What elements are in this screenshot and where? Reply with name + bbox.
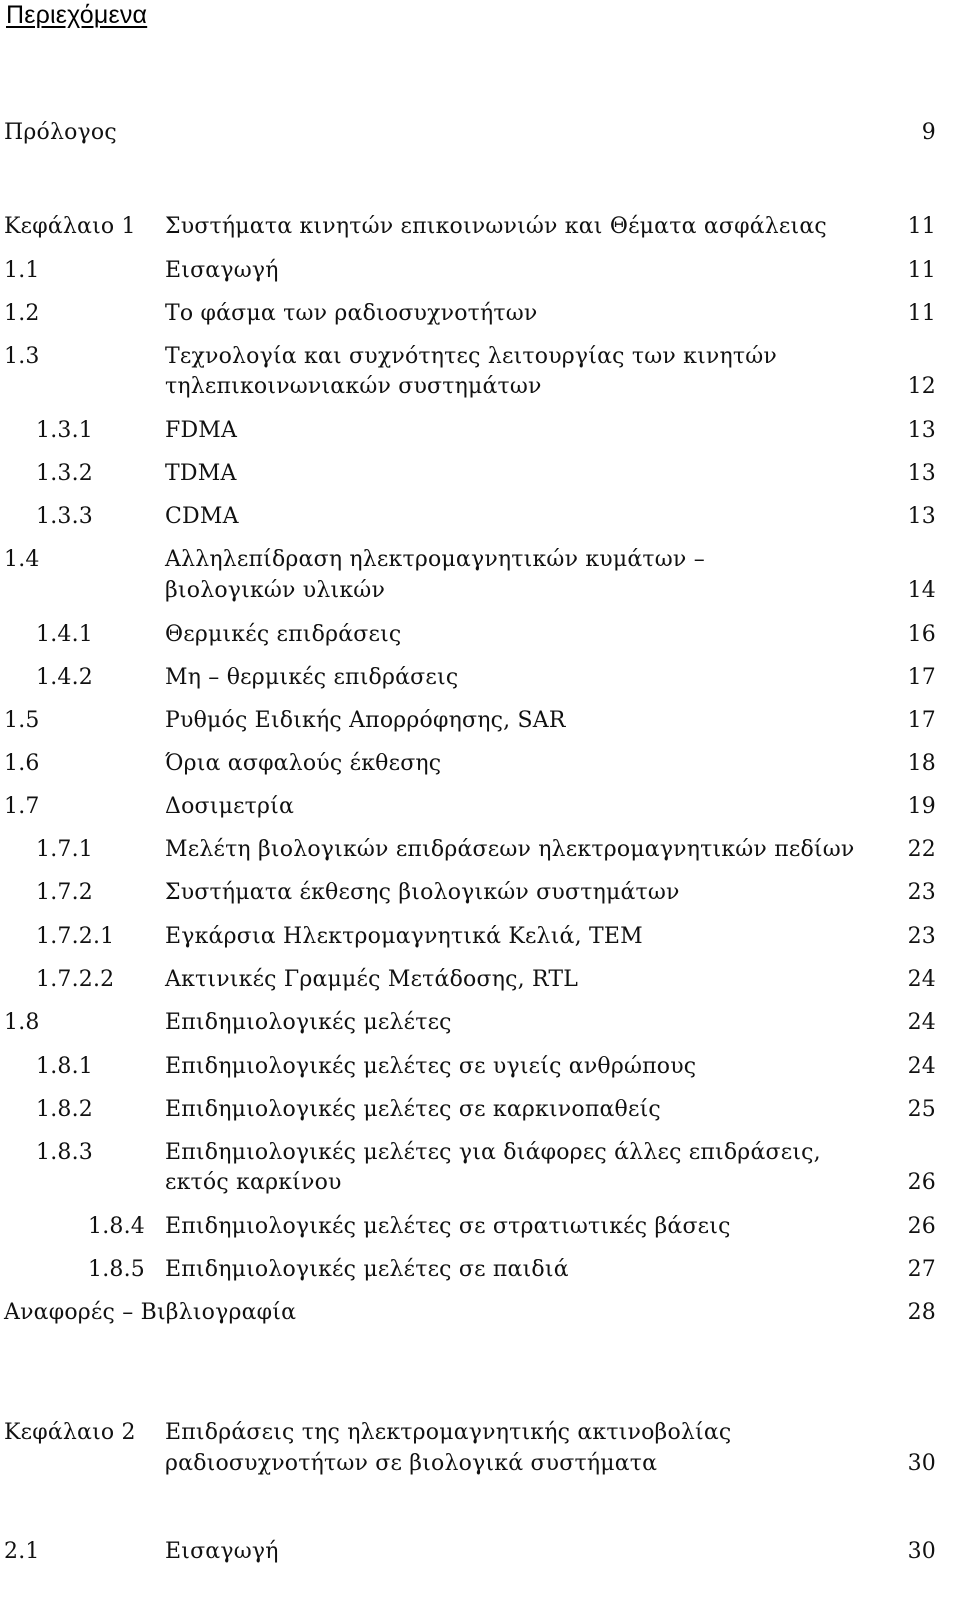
section-title: Δοσιμετρία	[165, 794, 295, 819]
toc-entry[interactable]	[0, 835, 960, 865]
section-number: 1.8.4	[88, 1214, 145, 1239]
toc-entry[interactable]	[0, 502, 960, 532]
toc-page-number: 13	[907, 504, 936, 529]
toc-page-number: 24	[907, 967, 936, 992]
toc-entry[interactable]	[0, 1008, 960, 1038]
chapter-title-continued: ραδιοσυχνοτήτων σε βιολογικά συστήματα	[165, 1451, 658, 1476]
toc-page-number: 26	[907, 1214, 936, 1239]
toc-entry[interactable]	[0, 922, 960, 952]
section-number: 1.3.1	[36, 418, 93, 443]
toc-entry-continuation[interactable]	[0, 576, 960, 606]
toc-page-number: 24	[907, 1054, 936, 1079]
section-title: Επιδημιολογικές μελέτες σε στρατιωτικές βάσεις	[165, 1214, 731, 1239]
section-title: Επιδημιολογικές μελέτες	[165, 1010, 452, 1035]
section-number: 1.7.1	[36, 837, 93, 862]
toc-entry[interactable]	[0, 1095, 960, 1125]
toc-chapter-2[interactable]	[0, 1418, 960, 1448]
section-title: Εισαγωγή	[165, 1539, 279, 1564]
toc-entry[interactable]	[0, 342, 960, 372]
toc-page-number: 27	[907, 1257, 936, 1282]
toc-entry[interactable]	[0, 459, 960, 489]
section-number: 1.3.3	[36, 504, 93, 529]
toc-entry[interactable]	[0, 1537, 960, 1567]
page-title: Περιεχόμενα	[6, 1, 148, 29]
toc-page-number: 17	[907, 708, 936, 733]
toc-entry-prologue[interactable]	[0, 118, 960, 148]
toc-entry[interactable]	[0, 1052, 960, 1082]
section-title: Ρυθμός Ειδικής Απορρόφησης, SAR	[165, 708, 566, 733]
section-title: Εισαγωγή	[165, 258, 279, 283]
toc-entry[interactable]	[0, 965, 960, 995]
section-number: 1.7	[4, 794, 40, 819]
section-title: FDMA	[165, 418, 238, 443]
toc-page-number: 23	[907, 924, 936, 949]
section-number: 1.8.1	[36, 1054, 93, 1079]
toc-page-number: 12	[907, 374, 936, 399]
section-number: 1.4.1	[36, 622, 93, 647]
chapter-title: Επιδράσεις της ηλεκτρομαγνητικής ακτινοβολίας	[165, 1420, 732, 1445]
toc-page-number: 25	[907, 1097, 936, 1122]
section-title-continued: βιολογικών υλικών	[165, 578, 386, 603]
toc-page-number: 30	[907, 1451, 936, 1476]
toc-entry[interactable]	[0, 706, 960, 736]
toc-page-number: 22	[907, 837, 936, 862]
toc-entry[interactable]	[0, 792, 960, 822]
section-number: 1.2	[4, 301, 40, 326]
toc-chapter-2-continuation[interactable]	[0, 1449, 960, 1479]
section-number: 2.1	[4, 1539, 40, 1564]
toc-page-number: 17	[907, 665, 936, 690]
toc-page-number: 30	[907, 1539, 936, 1564]
section-title: Όρια ασφαλούς έκθεσης	[165, 751, 442, 776]
section-number: 1.1	[4, 258, 40, 283]
section-title: Μελέτη βιολογικών επιδράσεων ηλεκτρομαγνητικών πεδίων	[165, 837, 855, 862]
toc-entry-references[interactable]	[0, 1298, 960, 1328]
section-title-continued: τηλεπικοινωνιακών συστημάτων	[165, 374, 542, 399]
section-number: 1.6	[4, 751, 40, 776]
section-number: 1.4	[4, 547, 40, 572]
chapter-title: Συστήματα κινητών επικοινωνιών και Θέματα ασφάλειας	[165, 214, 827, 239]
section-title: Το φάσμα των ραδιοσυχνοτήτων	[165, 301, 538, 326]
section-number: 1.5	[4, 708, 40, 733]
section-number: 1.8.3	[36, 1140, 93, 1165]
toc-page-number: 11	[907, 214, 936, 239]
toc-page-number: 24	[907, 1010, 936, 1035]
toc-entry[interactable]	[0, 663, 960, 693]
toc-entry[interactable]	[0, 878, 960, 908]
toc-entry[interactable]	[0, 1138, 960, 1168]
toc-entry[interactable]	[0, 256, 960, 286]
toc-entry[interactable]	[0, 1255, 960, 1285]
toc-entry[interactable]	[0, 1212, 960, 1242]
section-number: 1.7.2	[36, 880, 93, 905]
toc-page-number: 26	[907, 1170, 936, 1195]
section-number: 1.7.2.2	[36, 967, 115, 992]
toc-page-number: 16	[907, 622, 936, 647]
section-title: Επιδημιολογικές μελέτες σε παιδιά	[165, 1257, 569, 1282]
toc-page-number: 9	[921, 120, 936, 145]
toc-page-number: 19	[907, 794, 936, 819]
section-title: CDMA	[165, 504, 239, 529]
chapter-number: Κεφάλαιο 1	[4, 214, 136, 239]
toc-entry-label: Πρόλογος	[4, 120, 117, 145]
toc-entry[interactable]	[0, 299, 960, 329]
section-title: Επιδημιολογικές μελέτες σε καρκινοπαθείς	[165, 1097, 661, 1122]
section-title-continued: εκτός καρκίνου	[165, 1170, 342, 1195]
section-number: 1.4.2	[36, 665, 93, 690]
section-title: Εγκάρσια Ηλεκτρομαγνητικά Κελιά, TEM	[165, 924, 643, 949]
toc-chapter-1[interactable]	[0, 212, 960, 242]
toc-page-number: 13	[907, 461, 936, 486]
toc-entry[interactable]	[0, 545, 960, 575]
section-number: 1.8.2	[36, 1097, 93, 1122]
section-title: Θερμικές επιδράσεις	[165, 622, 402, 647]
section-title: TDMA	[165, 461, 237, 486]
section-title: Μη – θερμικές επιδράσεις	[165, 665, 459, 690]
toc-page-number: 11	[907, 301, 936, 326]
section-number: 1.7.2.1	[36, 924, 115, 949]
section-title: Συστήματα έκθεσης βιολογικών συστημάτων	[165, 880, 680, 905]
section-number: 1.8.5	[88, 1257, 145, 1282]
section-title: Αλληλεπίδραση ηλεκτρομαγνητικών κυμάτων –	[165, 547, 705, 572]
toc-entry-label: Αναφορές – Βιβλιογραφία	[4, 1300, 297, 1325]
section-title: Επιδημιολογικές μελέτες σε υγιείς ανθρώπους	[165, 1054, 697, 1079]
section-title: Ακτινικές Γραμμές Μετάδοσης, RTL	[165, 967, 579, 992]
toc-page-number: 13	[907, 418, 936, 443]
section-number: 1.8	[4, 1010, 40, 1035]
toc-entry-continuation[interactable]	[0, 372, 960, 402]
toc-entry[interactable]	[0, 620, 960, 650]
section-number: 1.3	[4, 344, 40, 369]
chapter-number: Κεφάλαιο 2	[4, 1420, 136, 1445]
toc-entry-continuation[interactable]	[0, 1168, 960, 1198]
toc-entry[interactable]	[0, 749, 960, 779]
toc-page-number: 18	[907, 751, 936, 776]
toc-page-number: 11	[907, 258, 936, 283]
section-number: 1.3.2	[36, 461, 93, 486]
section-title: Επιδημιολογικές μελέτες για διάφορες άλλες επιδράσεις,	[165, 1140, 821, 1165]
section-title: Τεχνολογία και συχνότητες λειτουργίας των κινητών	[165, 344, 777, 369]
toc-entry[interactable]	[0, 416, 960, 446]
toc-page-number: 28	[907, 1300, 936, 1325]
toc-page-number: 23	[907, 880, 936, 905]
toc-page-number: 14	[907, 578, 936, 603]
